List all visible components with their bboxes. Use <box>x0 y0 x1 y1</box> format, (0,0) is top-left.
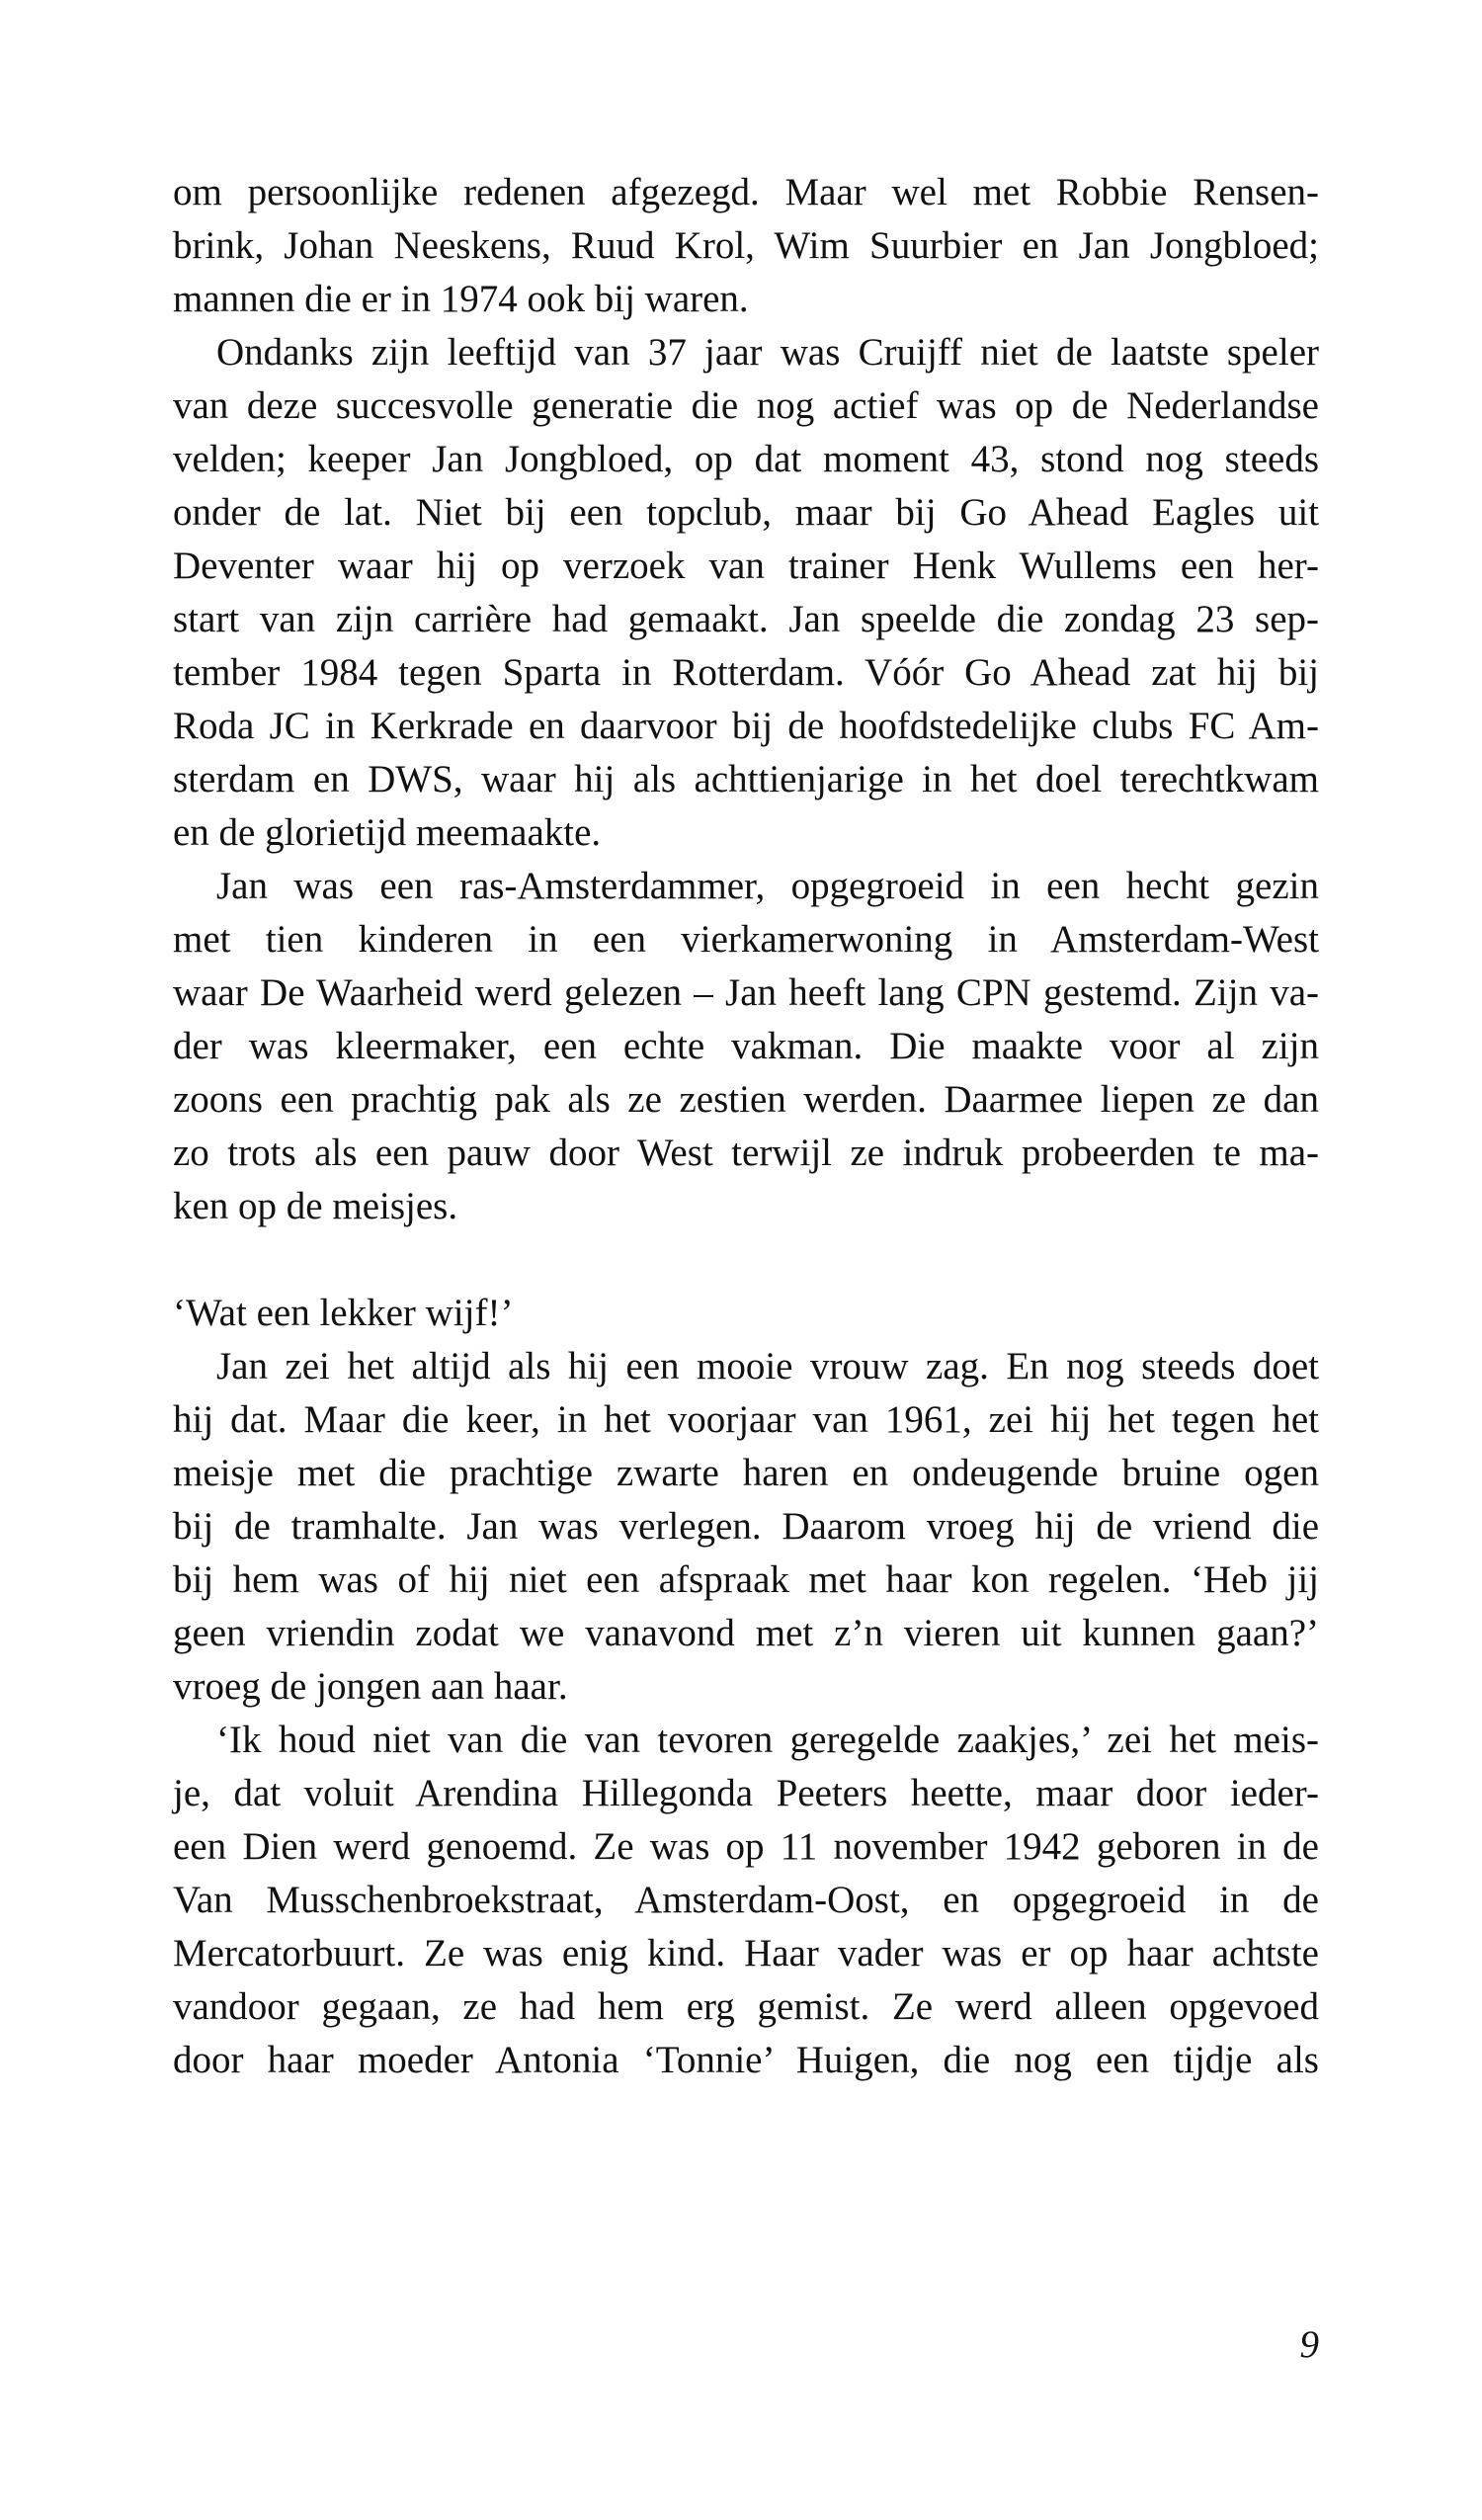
text-line: waar De Waarheid werd gelezen – Jan heeft lang CPN gestemd. Zijn va- <box>173 971 1319 1014</box>
text-line: der was kleermaker, een echte vakman. Die maakte voor al zijn <box>173 1025 1319 1067</box>
page-number: 9 <box>1299 2323 1319 2366</box>
paragraph <box>173 166 1319 326</box>
text-line: sterdam en DWS, waar hij als achttienjarige in het doel terechtkwam <box>173 758 1319 800</box>
text-line: Mercatorbuurt. Ze was enig kind. Haar vader was er op haar achtste <box>173 1932 1319 1974</box>
text-line: om persoonlijke redenen afgezegd. Maar wel met Robbie Rensen- <box>173 171 1319 213</box>
text-line: Jan was een ras-Amsterdammer, opgegroeid in een hecht gezin <box>216 865 1319 907</box>
text-line: met tien kinderen in een vierkamerwoning in Amsterdam-West <box>173 918 1319 961</box>
text-line: start van zijn carrière had gemaakt. Jan speelde die zondag 23 sep- <box>173 598 1319 640</box>
text-line: hij dat. Maar die keer, in het voorjaar van 1961, zei hij het tegen het <box>173 1398 1319 1441</box>
text-line: Ondanks zijn leeftijd van 37 jaar was Cruijff niet de laatste speler <box>216 331 1319 374</box>
paragraph <box>173 1714 1319 2087</box>
text-line: brink, Johan Neeskens, Ruud Krol, Wim Suurbier en Jan Jongbloed; <box>173 224 1319 267</box>
text-line: zo trots als een pauw door West terwijl ze indruk probeerden te ma- <box>173 1132 1319 1174</box>
text-line: mannen die er in 1974 ook bij waren. <box>173 278 749 320</box>
text-line: en de glorietijd meemaakte. <box>173 811 602 854</box>
text-line: bij de tramhalte. Jan was verlegen. Daarom vroeg hij de vriend die <box>173 1505 1319 1548</box>
paragraph <box>173 326 1319 860</box>
text-line: Jan zei het altijd als hij een mooie vrouw zag. En nog steeds doet <box>216 1345 1319 1387</box>
text-line: Deventer waar hij op verzoek van trainer Henk Wullems een her- <box>173 545 1319 587</box>
text-line: Roda JC in Kerkrade en daarvoor bij de hoofdstedelijke clubs FC Am- <box>173 705 1319 747</box>
text-line: vroeg de jongen aan haar. <box>173 1665 568 1708</box>
text-line: een Dien werd genoemd. Ze was op 11 november 1942 geboren in de <box>173 1825 1319 1868</box>
text-line: bij hem was of hij niet een afspraak met haar kon regelen. ‘Heb jij <box>173 1558 1319 1601</box>
text-line: velden; keeper Jan Jongbloed, op dat moment 43, stond nog steeds <box>173 438 1319 480</box>
paragraph <box>173 1340 1319 1714</box>
text-line: tember 1984 tegen Sparta in Rotterdam. Vóór Go Ahead zat hij bij <box>173 651 1319 694</box>
section-break <box>173 1233 1319 1287</box>
text-line: zoons een prachtig pak als ze zestien werden. Daarmee liepen ze dan <box>173 1078 1319 1121</box>
text-line: ‘Ik houd niet van die van tevoren geregelde zaakjes,’ zei het meis- <box>216 1719 1319 1761</box>
text-line: ‘Wat een lekker wijf!’ <box>173 1292 514 1334</box>
text-line: Van Musschenbroekstraat, Amsterdam-Oost, en opgegroeid in de <box>173 1879 1319 1921</box>
body-text <box>173 166 1319 2087</box>
text-line: vandoor gegaan, ze had hem erg gemist. Ze werd alleen opgevoed <box>173 1985 1319 2028</box>
text-line: meisje met die prachtige zwarte haren en ondeugende bruine ogen <box>173 1452 1319 1494</box>
text-line: van deze succesvolle generatie die nog actief was op de Nederlandse <box>173 384 1319 427</box>
text-line: door haar moeder Antonia ‘Tonnie’ Huigen, die nog een tijdje als <box>173 2039 1319 2081</box>
paragraph <box>173 860 1319 1233</box>
text-line: je, dat voluit Arendina Hillegonda Peeters heette, maar door ieder- <box>173 1772 1319 1814</box>
text-line: geen vriendin zodat we vanavond met z’n vieren uit kunnen gaan?’ <box>173 1612 1319 1654</box>
text-line: ken op de meisjes. <box>173 1185 458 1227</box>
text-line: onder de lat. Niet bij een topclub, maar bij Go Ahead Eagles uit <box>173 491 1319 534</box>
paragraph <box>173 1287 1319 1340</box>
